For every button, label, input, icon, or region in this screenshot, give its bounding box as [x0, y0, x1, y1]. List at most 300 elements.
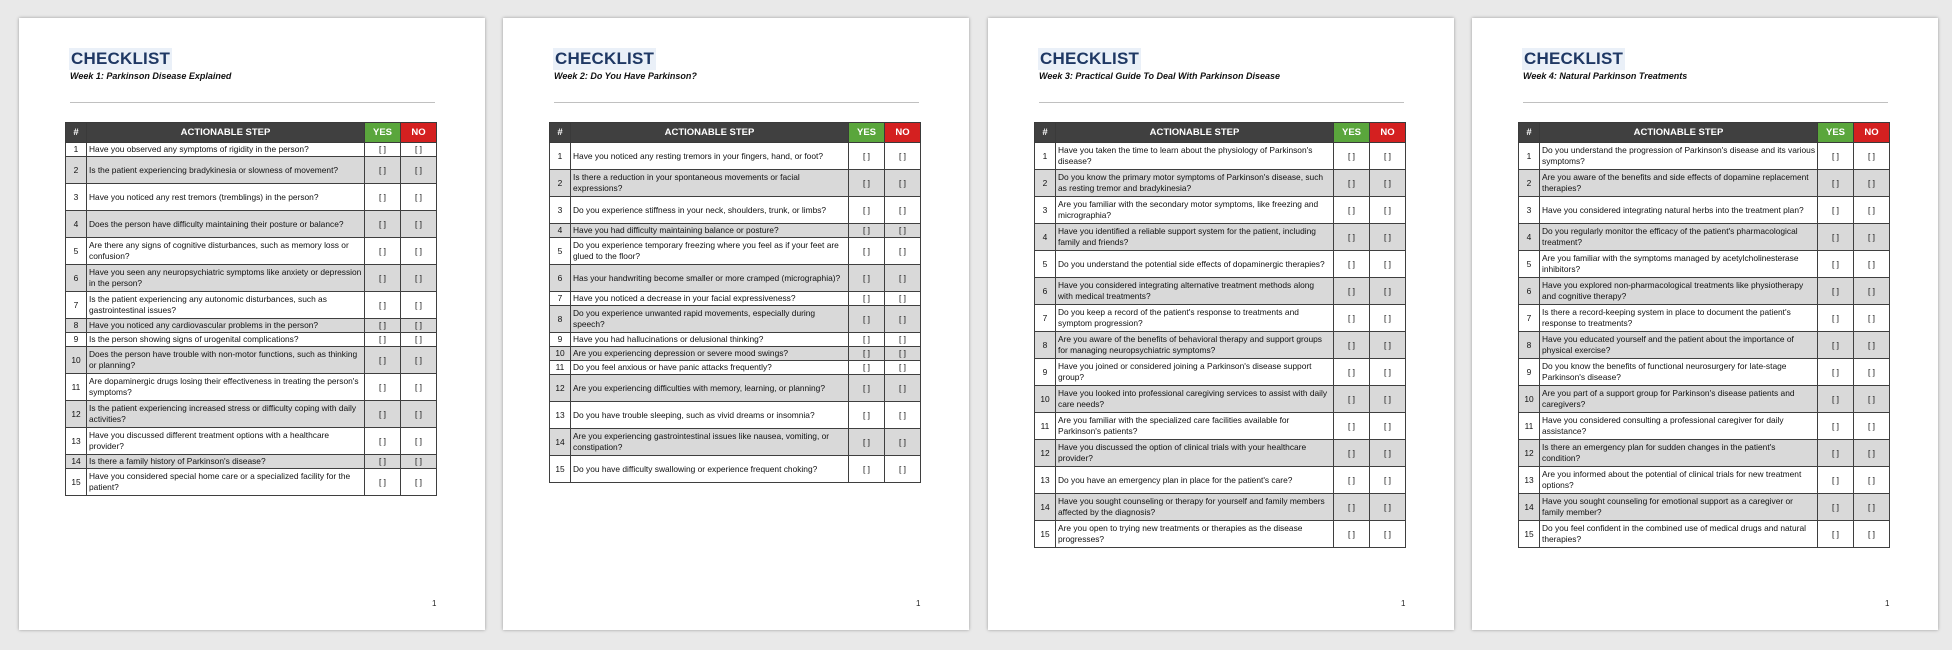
table-row: [66, 428, 437, 455]
actionable-step-text: Does the person have trouble with non-motor functions, such as thinking or planning?: [87, 347, 365, 374]
no-checkbox[interactable]: [ ]: [1370, 467, 1406, 494]
yes-checkbox[interactable]: [ ]: [849, 429, 885, 456]
row-number: 7: [1519, 305, 1540, 332]
actionable-step-text: Has your handwriting become smaller or more cramped (micrographia)?: [571, 265, 849, 292]
yes-checkbox[interactable]: [ ]: [1818, 143, 1854, 170]
table-header-row: [550, 123, 921, 143]
no-checkbox[interactable]: [ ]: [1370, 197, 1406, 224]
no-checkbox[interactable]: [ ]: [1370, 494, 1406, 521]
row-number: 11: [550, 361, 571, 375]
yes-checkbox[interactable]: [ ]: [365, 455, 401, 469]
no-checkbox[interactable]: [ ]: [1854, 359, 1890, 386]
yes-checkbox[interactable]: [ ]: [365, 319, 401, 333]
no-checkbox[interactable]: [ ]: [1370, 251, 1406, 278]
table-row: [1519, 467, 1890, 494]
page-title: CHECKLIST: [71, 49, 171, 68]
column-header-no: NO: [885, 123, 921, 143]
column-header-no: NO: [1854, 123, 1890, 143]
yes-checkbox[interactable]: [ ]: [849, 306, 885, 333]
table-row: [1519, 494, 1890, 521]
actionable-step-text: Are you informed about the potential of clinical trials for new treatment options?: [1540, 467, 1818, 494]
row-number: 8: [550, 306, 571, 333]
no-checkbox[interactable]: [ ]: [401, 347, 437, 374]
table-row: [1035, 521, 1406, 548]
yes-checkbox[interactable]: [ ]: [365, 333, 401, 347]
yes-checkbox[interactable]: [ ]: [849, 143, 885, 170]
page-number: 1: [1401, 599, 1406, 608]
table-row: [1035, 413, 1406, 440]
row-number: 2: [1519, 170, 1540, 197]
row-number: 4: [1519, 224, 1540, 251]
yes-checkbox[interactable]: [ ]: [849, 292, 885, 306]
table-row: [66, 143, 437, 157]
no-checkbox[interactable]: [ ]: [401, 319, 437, 333]
yes-checkbox[interactable]: [ ]: [1818, 170, 1854, 197]
document-page-4: [1472, 18, 1938, 630]
no-checkbox[interactable]: [ ]: [401, 292, 437, 319]
table-row: [550, 361, 921, 375]
yes-checkbox[interactable]: [ ]: [1334, 440, 1370, 467]
yes-checkbox[interactable]: [ ]: [1818, 386, 1854, 413]
actionable-step-text: Have you considered integrating alternative treatment methods along with medical treatments?: [1056, 278, 1334, 305]
no-checkbox[interactable]: [ ]: [1370, 305, 1406, 332]
no-checkbox[interactable]: [ ]: [1370, 332, 1406, 359]
no-checkbox[interactable]: [ ]: [1854, 224, 1890, 251]
table-row: [1519, 305, 1890, 332]
yes-checkbox[interactable]: [ ]: [365, 143, 401, 157]
yes-checkbox[interactable]: [ ]: [1334, 278, 1370, 305]
page-subtitle: Week 3: Practical Guide To Deal With Parkinson Disease: [1039, 71, 1281, 81]
divider: [1523, 102, 1888, 103]
row-number: 3: [66, 184, 87, 211]
table-row: [66, 211, 437, 238]
page-subtitle: Week 2: Do You Have Parkinson?: [554, 71, 697, 81]
actionable-step-text: Have you observed any symptoms of rigidity in the person?: [87, 143, 365, 157]
table-row: [1519, 224, 1890, 251]
actionable-step-text: Are you aware of the benefits of behavioral therapy and support groups for managing neuropsychiatric symptoms?: [1056, 332, 1334, 359]
yes-checkbox[interactable]: [ ]: [1334, 359, 1370, 386]
yes-checkbox[interactable]: [ ]: [849, 402, 885, 429]
table-row: [1035, 440, 1406, 467]
row-number: 4: [550, 224, 571, 238]
actionable-step-text: Do you regularly monitor the efficacy of the patient's pharmacological treatment?: [1540, 224, 1818, 251]
actionable-step-text: Are you experiencing gastrointestinal issues like nausea, vomiting, or constipation?: [571, 429, 849, 456]
yes-checkbox[interactable]: [ ]: [1334, 413, 1370, 440]
table-row: [1519, 251, 1890, 278]
no-checkbox[interactable]: [ ]: [401, 238, 437, 265]
no-checkbox[interactable]: [ ]: [885, 170, 921, 197]
yes-checkbox[interactable]: [ ]: [849, 456, 885, 483]
yes-checkbox[interactable]: [ ]: [1818, 251, 1854, 278]
actionable-step-text: Is the patient experiencing bradykinesia or slowness of movement?: [87, 157, 365, 184]
table-row: [66, 333, 437, 347]
no-checkbox[interactable]: [ ]: [1370, 359, 1406, 386]
actionable-step-text: Do you feel confident in the combined use of medical drugs and natural therapies?: [1540, 521, 1818, 548]
no-checkbox[interactable]: [ ]: [401, 469, 437, 496]
actionable-step-text: Have you had hallucinations or delusional thinking?: [571, 333, 849, 347]
no-checkbox[interactable]: [ ]: [885, 197, 921, 224]
actionable-step-text: Do you experience temporary freezing where you feel as if your feet are glued to the floor?: [571, 238, 849, 265]
column-header-yes: YES: [1818, 123, 1854, 143]
actionable-step-text: Have you educated yourself and the patient about the importance of physical exercise?: [1540, 332, 1818, 359]
row-number: 13: [1519, 467, 1540, 494]
actionable-step-text: Do you know the primary motor symptoms of Parkinson's disease, such as resting tremor and bradykinesia?: [1056, 170, 1334, 197]
no-checkbox[interactable]: [ ]: [401, 401, 437, 428]
row-number: 13: [1035, 467, 1056, 494]
row-number: 5: [550, 238, 571, 265]
table-row: [550, 170, 921, 197]
table-row: [1035, 251, 1406, 278]
no-checkbox[interactable]: [ ]: [885, 361, 921, 375]
yes-checkbox[interactable]: [ ]: [849, 361, 885, 375]
row-number: 6: [66, 265, 87, 292]
yes-checkbox[interactable]: [ ]: [1334, 305, 1370, 332]
page-title: CHECKLIST: [1524, 49, 1624, 68]
table-row: [550, 292, 921, 306]
row-number: 12: [1035, 440, 1056, 467]
table-row: [1519, 413, 1890, 440]
yes-checkbox[interactable]: [ ]: [365, 184, 401, 211]
table-row: [66, 292, 437, 319]
yes-checkbox[interactable]: [ ]: [1334, 251, 1370, 278]
no-checkbox[interactable]: [ ]: [401, 374, 437, 401]
no-checkbox[interactable]: [ ]: [885, 333, 921, 347]
actionable-step-text: Have you considered integrating natural herbs into the treatment plan?: [1540, 197, 1818, 224]
table-row: [66, 401, 437, 428]
no-checkbox[interactable]: [ ]: [885, 143, 921, 170]
yes-checkbox[interactable]: [ ]: [1818, 332, 1854, 359]
row-number: 2: [1035, 170, 1056, 197]
row-number: 13: [66, 428, 87, 455]
actionable-step-text: Do you have difficulty swallowing or experience frequent choking?: [571, 456, 849, 483]
actionable-step-text: Have you looked into professional caregiving services to assist with daily care needs?: [1056, 386, 1334, 413]
actionable-step-text: Do you have trouble sleeping, such as vivid dreams or insomnia?: [571, 402, 849, 429]
table-row: [1519, 278, 1890, 305]
row-number: 14: [66, 455, 87, 469]
no-checkbox[interactable]: [ ]: [885, 265, 921, 292]
page-title: CHECKLIST: [1040, 49, 1140, 68]
row-number: 10: [550, 347, 571, 361]
row-number: 5: [1519, 251, 1540, 278]
yes-checkbox[interactable]: [ ]: [1334, 386, 1370, 413]
yes-checkbox[interactable]: [ ]: [849, 238, 885, 265]
no-checkbox[interactable]: [ ]: [1370, 521, 1406, 548]
column-header-step: ACTIONABLE STEP: [571, 123, 849, 143]
actionable-step-text: Have you had difficulty maintaining balance or posture?: [571, 224, 849, 238]
yes-checkbox[interactable]: [ ]: [1334, 332, 1370, 359]
yes-checkbox[interactable]: [ ]: [849, 375, 885, 402]
checklist-table: [1518, 122, 1890, 548]
yes-checkbox[interactable]: [ ]: [365, 211, 401, 238]
table-row: [550, 265, 921, 292]
actionable-step-text: Is the patient experiencing any autonomic disturbances, such as gastrointestinal issues?: [87, 292, 365, 319]
row-number: 12: [550, 375, 571, 402]
yes-checkbox[interactable]: [ ]: [1334, 521, 1370, 548]
no-checkbox[interactable]: [ ]: [1854, 278, 1890, 305]
actionable-step-text: Have you noticed any rest tremors (tremblings) in the person?: [87, 184, 365, 211]
actionable-step-text: Do you feel anxious or have panic attacks frequently?: [571, 361, 849, 375]
row-number: 8: [1035, 332, 1056, 359]
table-row: [550, 347, 921, 361]
row-number: 5: [66, 238, 87, 265]
row-number: 3: [1519, 197, 1540, 224]
yes-checkbox[interactable]: [ ]: [1334, 143, 1370, 170]
actionable-step-text: Have you discussed different treatment options with a healthcare provider?: [87, 428, 365, 455]
no-checkbox[interactable]: [ ]: [1370, 143, 1406, 170]
actionable-step-text: Are you familiar with the symptoms managed by acetylcholinesterase inhibitors?: [1540, 251, 1818, 278]
actionable-step-text: Do you understand the potential side effects of dopaminergic therapies?: [1056, 251, 1334, 278]
row-number: 1: [550, 143, 571, 170]
no-checkbox[interactable]: [ ]: [885, 224, 921, 238]
column-header-step: ACTIONABLE STEP: [1540, 123, 1818, 143]
yes-checkbox[interactable]: [ ]: [365, 401, 401, 428]
row-number: 2: [66, 157, 87, 184]
actionable-step-text: Are dopaminergic drugs losing their effectiveness in treating the person's symptoms?: [87, 374, 365, 401]
table-row: [1519, 332, 1890, 359]
actionable-step-text: Have you sought counseling for emotional support as a caregiver or family member?: [1540, 494, 1818, 521]
no-checkbox[interactable]: [ ]: [401, 184, 437, 211]
row-number: 3: [550, 197, 571, 224]
column-header-number: #: [66, 123, 87, 143]
no-checkbox[interactable]: [ ]: [1854, 143, 1890, 170]
actionable-step-text: Are you experiencing depression or severe mood swings?: [571, 347, 849, 361]
row-number: 12: [66, 401, 87, 428]
yes-checkbox[interactable]: [ ]: [1334, 224, 1370, 251]
yes-checkbox[interactable]: [ ]: [849, 265, 885, 292]
no-checkbox[interactable]: [ ]: [885, 306, 921, 333]
table-row: [1519, 440, 1890, 467]
yes-checkbox[interactable]: [ ]: [1818, 413, 1854, 440]
row-number: 14: [1519, 494, 1540, 521]
no-checkbox[interactable]: [ ]: [1854, 440, 1890, 467]
yes-checkbox[interactable]: [ ]: [849, 333, 885, 347]
yes-checkbox[interactable]: [ ]: [365, 428, 401, 455]
actionable-step-text: Is there a reduction in your spontaneous movements or facial expressions?: [571, 170, 849, 197]
table-row: [550, 197, 921, 224]
row-number: 10: [66, 347, 87, 374]
table-row: [1035, 305, 1406, 332]
no-checkbox[interactable]: [ ]: [401, 143, 437, 157]
table-row: [550, 402, 921, 429]
row-number: 7: [66, 292, 87, 319]
actionable-step-text: Have you taken the time to learn about the physiology of Parkinson's disease?: [1056, 143, 1334, 170]
actionable-step-text: Have you sought counseling or therapy for yourself and family members affected by the diagnosis?: [1056, 494, 1334, 521]
yes-checkbox[interactable]: [ ]: [849, 347, 885, 361]
table-row: [550, 429, 921, 456]
row-number: 10: [1519, 386, 1540, 413]
row-number: 9: [550, 333, 571, 347]
page-number: 1: [432, 599, 437, 608]
row-number: 1: [1035, 143, 1056, 170]
actionable-step-text: Is there an emergency plan for sudden changes in the patient's condition?: [1540, 440, 1818, 467]
yes-checkbox[interactable]: [ ]: [365, 238, 401, 265]
table-row: [1519, 359, 1890, 386]
yes-checkbox[interactable]: [ ]: [365, 469, 401, 496]
yes-checkbox[interactable]: [ ]: [1334, 170, 1370, 197]
actionable-step-text: Are you aware of the benefits and side effects of dopamine replacement therapies?: [1540, 170, 1818, 197]
no-checkbox[interactable]: [ ]: [1854, 521, 1890, 548]
no-checkbox[interactable]: [ ]: [401, 455, 437, 469]
yes-checkbox[interactable]: [ ]: [1818, 305, 1854, 332]
column-header-no: NO: [1370, 123, 1406, 143]
no-checkbox[interactable]: [ ]: [1370, 386, 1406, 413]
table-row: [1035, 224, 1406, 251]
no-checkbox[interactable]: [ ]: [401, 428, 437, 455]
yes-checkbox[interactable]: [ ]: [365, 347, 401, 374]
table-row: [550, 306, 921, 333]
column-header-step: ACTIONABLE STEP: [1056, 123, 1334, 143]
table-row: [1035, 386, 1406, 413]
table-row: [1035, 278, 1406, 305]
row-number: 4: [1035, 224, 1056, 251]
actionable-step-text: Are you familiar with the specialized care facilities available for Parkinson's patients?: [1056, 413, 1334, 440]
actionable-step-text: Do you know the benefits of functional neurosurgery for late-stage Parkinson's disease?: [1540, 359, 1818, 386]
table-row: [66, 469, 437, 496]
column-header-yes: YES: [849, 123, 885, 143]
row-number: 15: [550, 456, 571, 483]
no-checkbox[interactable]: [ ]: [885, 456, 921, 483]
yes-checkbox[interactable]: [ ]: [365, 374, 401, 401]
yes-checkbox[interactable]: [ ]: [1818, 494, 1854, 521]
row-number: 14: [1035, 494, 1056, 521]
no-checkbox[interactable]: [ ]: [1370, 440, 1406, 467]
row-number: 9: [1035, 359, 1056, 386]
table-row: [550, 456, 921, 483]
column-header-step: ACTIONABLE STEP: [87, 123, 365, 143]
no-checkbox[interactable]: [ ]: [401, 333, 437, 347]
table-row: [66, 319, 437, 333]
row-number: 15: [66, 469, 87, 496]
table-header-row: [66, 123, 437, 143]
table-row: [1519, 521, 1890, 548]
row-number: 6: [550, 265, 571, 292]
no-checkbox[interactable]: [ ]: [1854, 251, 1890, 278]
table-header-row: [1035, 123, 1406, 143]
yes-checkbox[interactable]: [ ]: [1818, 359, 1854, 386]
page-title: CHECKLIST: [555, 49, 655, 68]
no-checkbox[interactable]: [ ]: [885, 402, 921, 429]
no-checkbox[interactable]: [ ]: [885, 375, 921, 402]
no-checkbox[interactable]: [ ]: [885, 347, 921, 361]
row-number: 1: [1519, 143, 1540, 170]
row-number: 12: [1519, 440, 1540, 467]
page-number: 1: [1885, 599, 1890, 608]
yes-checkbox[interactable]: [ ]: [1334, 197, 1370, 224]
row-number: 15: [1519, 521, 1540, 548]
yes-checkbox[interactable]: [ ]: [1818, 521, 1854, 548]
yes-checkbox[interactable]: [ ]: [1818, 440, 1854, 467]
no-checkbox[interactable]: [ ]: [1370, 170, 1406, 197]
yes-checkbox[interactable]: [ ]: [365, 265, 401, 292]
table-row: [1519, 170, 1890, 197]
actionable-step-text: Have you noticed a decrease in your facial expressiveness?: [571, 292, 849, 306]
actionable-step-text: Do you keep a record of the patient's response to treatments and symptom progression?: [1056, 305, 1334, 332]
column-header-no: NO: [401, 123, 437, 143]
actionable-step-text: Have you considered consulting a professional caregiver for daily assistance?: [1540, 413, 1818, 440]
divider: [554, 102, 919, 103]
no-checkbox[interactable]: [ ]: [401, 157, 437, 184]
yes-checkbox[interactable]: [ ]: [849, 197, 885, 224]
actionable-step-text: Have you considered special home care or a specialized facility for the patient?: [87, 469, 365, 496]
table-row: [550, 238, 921, 265]
row-number: 6: [1035, 278, 1056, 305]
column-header-number: #: [1035, 123, 1056, 143]
row-number: 10: [1035, 386, 1056, 413]
no-checkbox[interactable]: [ ]: [1854, 305, 1890, 332]
no-checkbox[interactable]: [ ]: [401, 211, 437, 238]
yes-checkbox[interactable]: [ ]: [365, 157, 401, 184]
yes-checkbox[interactable]: [ ]: [365, 292, 401, 319]
no-checkbox[interactable]: [ ]: [1854, 332, 1890, 359]
actionable-step-text: Have you identified a reliable support system for the patient, including family and friends?: [1056, 224, 1334, 251]
table-row: [66, 157, 437, 184]
yes-checkbox[interactable]: [ ]: [849, 224, 885, 238]
yes-checkbox[interactable]: [ ]: [1818, 467, 1854, 494]
actionable-step-text: Is there a record-keeping system in place to document the patient's response to treatments?: [1540, 305, 1818, 332]
yes-checkbox[interactable]: [ ]: [1334, 467, 1370, 494]
actionable-step-text: Are you experiencing difficulties with memory, learning, or planning?: [571, 375, 849, 402]
table-row: [550, 224, 921, 238]
no-checkbox[interactable]: [ ]: [1854, 197, 1890, 224]
column-header-yes: YES: [365, 123, 401, 143]
checklist-table: [549, 122, 921, 483]
actionable-step-text: Have you seen any neuropsychiatric symptoms like anxiety or depression in the person?: [87, 265, 365, 292]
no-checkbox[interactable]: [ ]: [1370, 278, 1406, 305]
row-number: 6: [1519, 278, 1540, 305]
actionable-step-text: Do you experience unwanted rapid movements, especially during speech?: [571, 306, 849, 333]
table-row: [1035, 494, 1406, 521]
table-row: [550, 333, 921, 347]
actionable-step-text: Do you understand the progression of Parkinson's disease and its various symptoms?: [1540, 143, 1818, 170]
table-row: [1519, 386, 1890, 413]
table-row: [66, 347, 437, 374]
no-checkbox[interactable]: [ ]: [1370, 413, 1406, 440]
document-page-2: [503, 18, 969, 630]
table-row: [66, 184, 437, 211]
yes-checkbox[interactable]: [ ]: [1818, 224, 1854, 251]
no-checkbox[interactable]: [ ]: [1854, 413, 1890, 440]
no-checkbox[interactable]: [ ]: [1854, 170, 1890, 197]
no-checkbox[interactable]: [ ]: [1370, 224, 1406, 251]
no-checkbox[interactable]: [ ]: [885, 238, 921, 265]
yes-checkbox[interactable]: [ ]: [1334, 494, 1370, 521]
row-number: 8: [1519, 332, 1540, 359]
no-checkbox[interactable]: [ ]: [885, 429, 921, 456]
no-checkbox[interactable]: [ ]: [1854, 386, 1890, 413]
actionable-step-text: Is the patient experiencing increased stress or difficulty coping with daily activities?: [87, 401, 365, 428]
no-checkbox[interactable]: [ ]: [1854, 494, 1890, 521]
table-row: [1035, 170, 1406, 197]
row-number: 11: [1519, 413, 1540, 440]
row-number: 15: [1035, 521, 1056, 548]
row-number: 11: [1035, 413, 1056, 440]
yes-checkbox[interactable]: [ ]: [1818, 197, 1854, 224]
yes-checkbox[interactable]: [ ]: [1818, 278, 1854, 305]
table-row: [550, 143, 921, 170]
page-number: 1: [916, 599, 921, 608]
no-checkbox[interactable]: [ ]: [885, 292, 921, 306]
row-number: 9: [1519, 359, 1540, 386]
column-header-yes: YES: [1334, 123, 1370, 143]
table-row: [1035, 467, 1406, 494]
no-checkbox[interactable]: [ ]: [401, 265, 437, 292]
row-number: 1: [66, 143, 87, 157]
no-checkbox[interactable]: [ ]: [1854, 467, 1890, 494]
table-row: [1035, 197, 1406, 224]
yes-checkbox[interactable]: [ ]: [849, 170, 885, 197]
table-row: [1519, 197, 1890, 224]
actionable-step-text: Are there any signs of cognitive disturbances, such as memory loss or confusion?: [87, 238, 365, 265]
